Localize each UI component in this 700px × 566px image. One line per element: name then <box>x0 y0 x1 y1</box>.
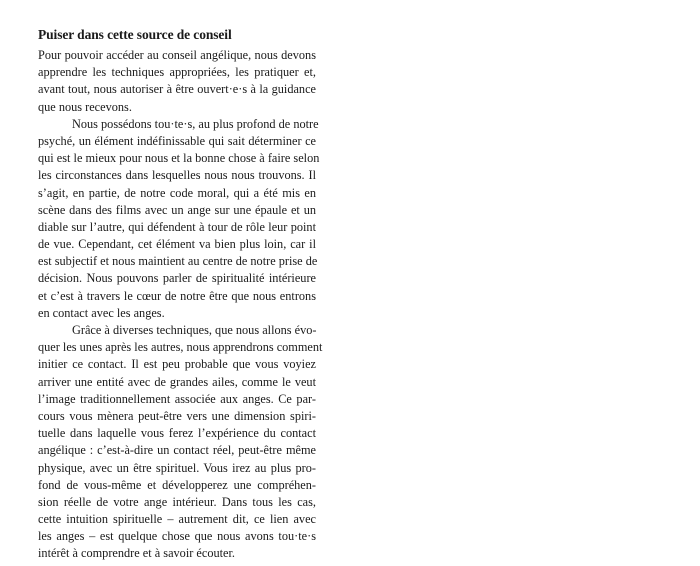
paragraph-3 <box>38 322 323 563</box>
text-line: que nous recevons. <box>38 99 132 114</box>
text-line: Pour pouvoir accéder au conseil angélique, nous devons <box>38 48 316 62</box>
section-heading: Puiser dans cette source de conseil <box>38 27 232 42</box>
text-line: Nous possédons tou·te·s, au plus profond de notre <box>72 116 319 131</box>
text-line: Grâce à diverses techniques, que nous allons évo- <box>72 323 317 337</box>
text-line: en contact avec les anges. <box>38 305 165 320</box>
text-line: cours vous mènera peut-être vers une dimension spiri- <box>38 408 316 423</box>
text-line: avant tout, nous autoriser à être ouvert·e·s à la guidance <box>38 82 316 97</box>
text-line: angélique : c’est-à-dire un contact réel, peut-être même <box>38 443 316 458</box>
text-line: intérêt à comprendre et à savoir écouter. <box>38 546 235 561</box>
text-line: quer les unes après les autres, nous apprendrons comment <box>38 340 323 355</box>
text-line: les anges – est quelque chose que nous avons tou·te·s <box>38 529 316 544</box>
text-line: physique, avec un être spirituel. Vous irez au plus pro- <box>38 460 316 475</box>
text-line: diable sur l’autre, qui défendent à tour de rôle leur point <box>38 219 316 234</box>
text-line: scène dans des films avec un ange sur une épaule et un <box>38 202 316 217</box>
text-line: s’agit, en partie, de notre code moral, qui a été mis en <box>38 185 316 200</box>
text-line: qui est le mieux pour nous et la bonne chose à faire selon <box>38 151 320 166</box>
paragraph-1 <box>38 47 316 116</box>
text-line: est subjectif et nous maintient au centre de notre prise de <box>38 254 318 269</box>
text-line: les circonstances dans lesquelles nous nous trouvons. Il <box>38 168 316 183</box>
text-line: sion réelle de votre ange intérieur. Dans tous les cas, <box>38 494 316 509</box>
text-line: tuelle dans laquelle vous ferez l’expérience du contact <box>38 426 316 441</box>
text-line: apprendre les techniques appropriées, les pratiquer et, <box>38 65 316 80</box>
text-line: fond de vous-même et développerez une compréhen- <box>38 477 316 492</box>
text-line: l’image traditionnellement associée aux anges. Ce par- <box>38 391 316 406</box>
text-line: de vue. Cependant, cet élément va bien plus loin, car il <box>38 237 316 252</box>
text-line: décision. Nous pouvons parler de spiritualité intérieure <box>38 271 316 286</box>
text-line: et c’est à travers le cœur de notre être que nous entrons <box>38 288 316 303</box>
paragraph-2 <box>38 116 320 322</box>
text-line: psyché, un élément indéfinissable qui sait déterminer ce <box>38 133 316 148</box>
body-text <box>38 47 323 563</box>
page-column <box>38 20 323 563</box>
text-line: initier ce contact. Il est peu probable que vous voyiez <box>38 357 316 372</box>
text-line: arriver une entité avec de grandes ailes, comme le veut <box>38 374 316 389</box>
text-line: cette intuition spirituelle – autrement dit, ce lien avec <box>38 512 316 527</box>
